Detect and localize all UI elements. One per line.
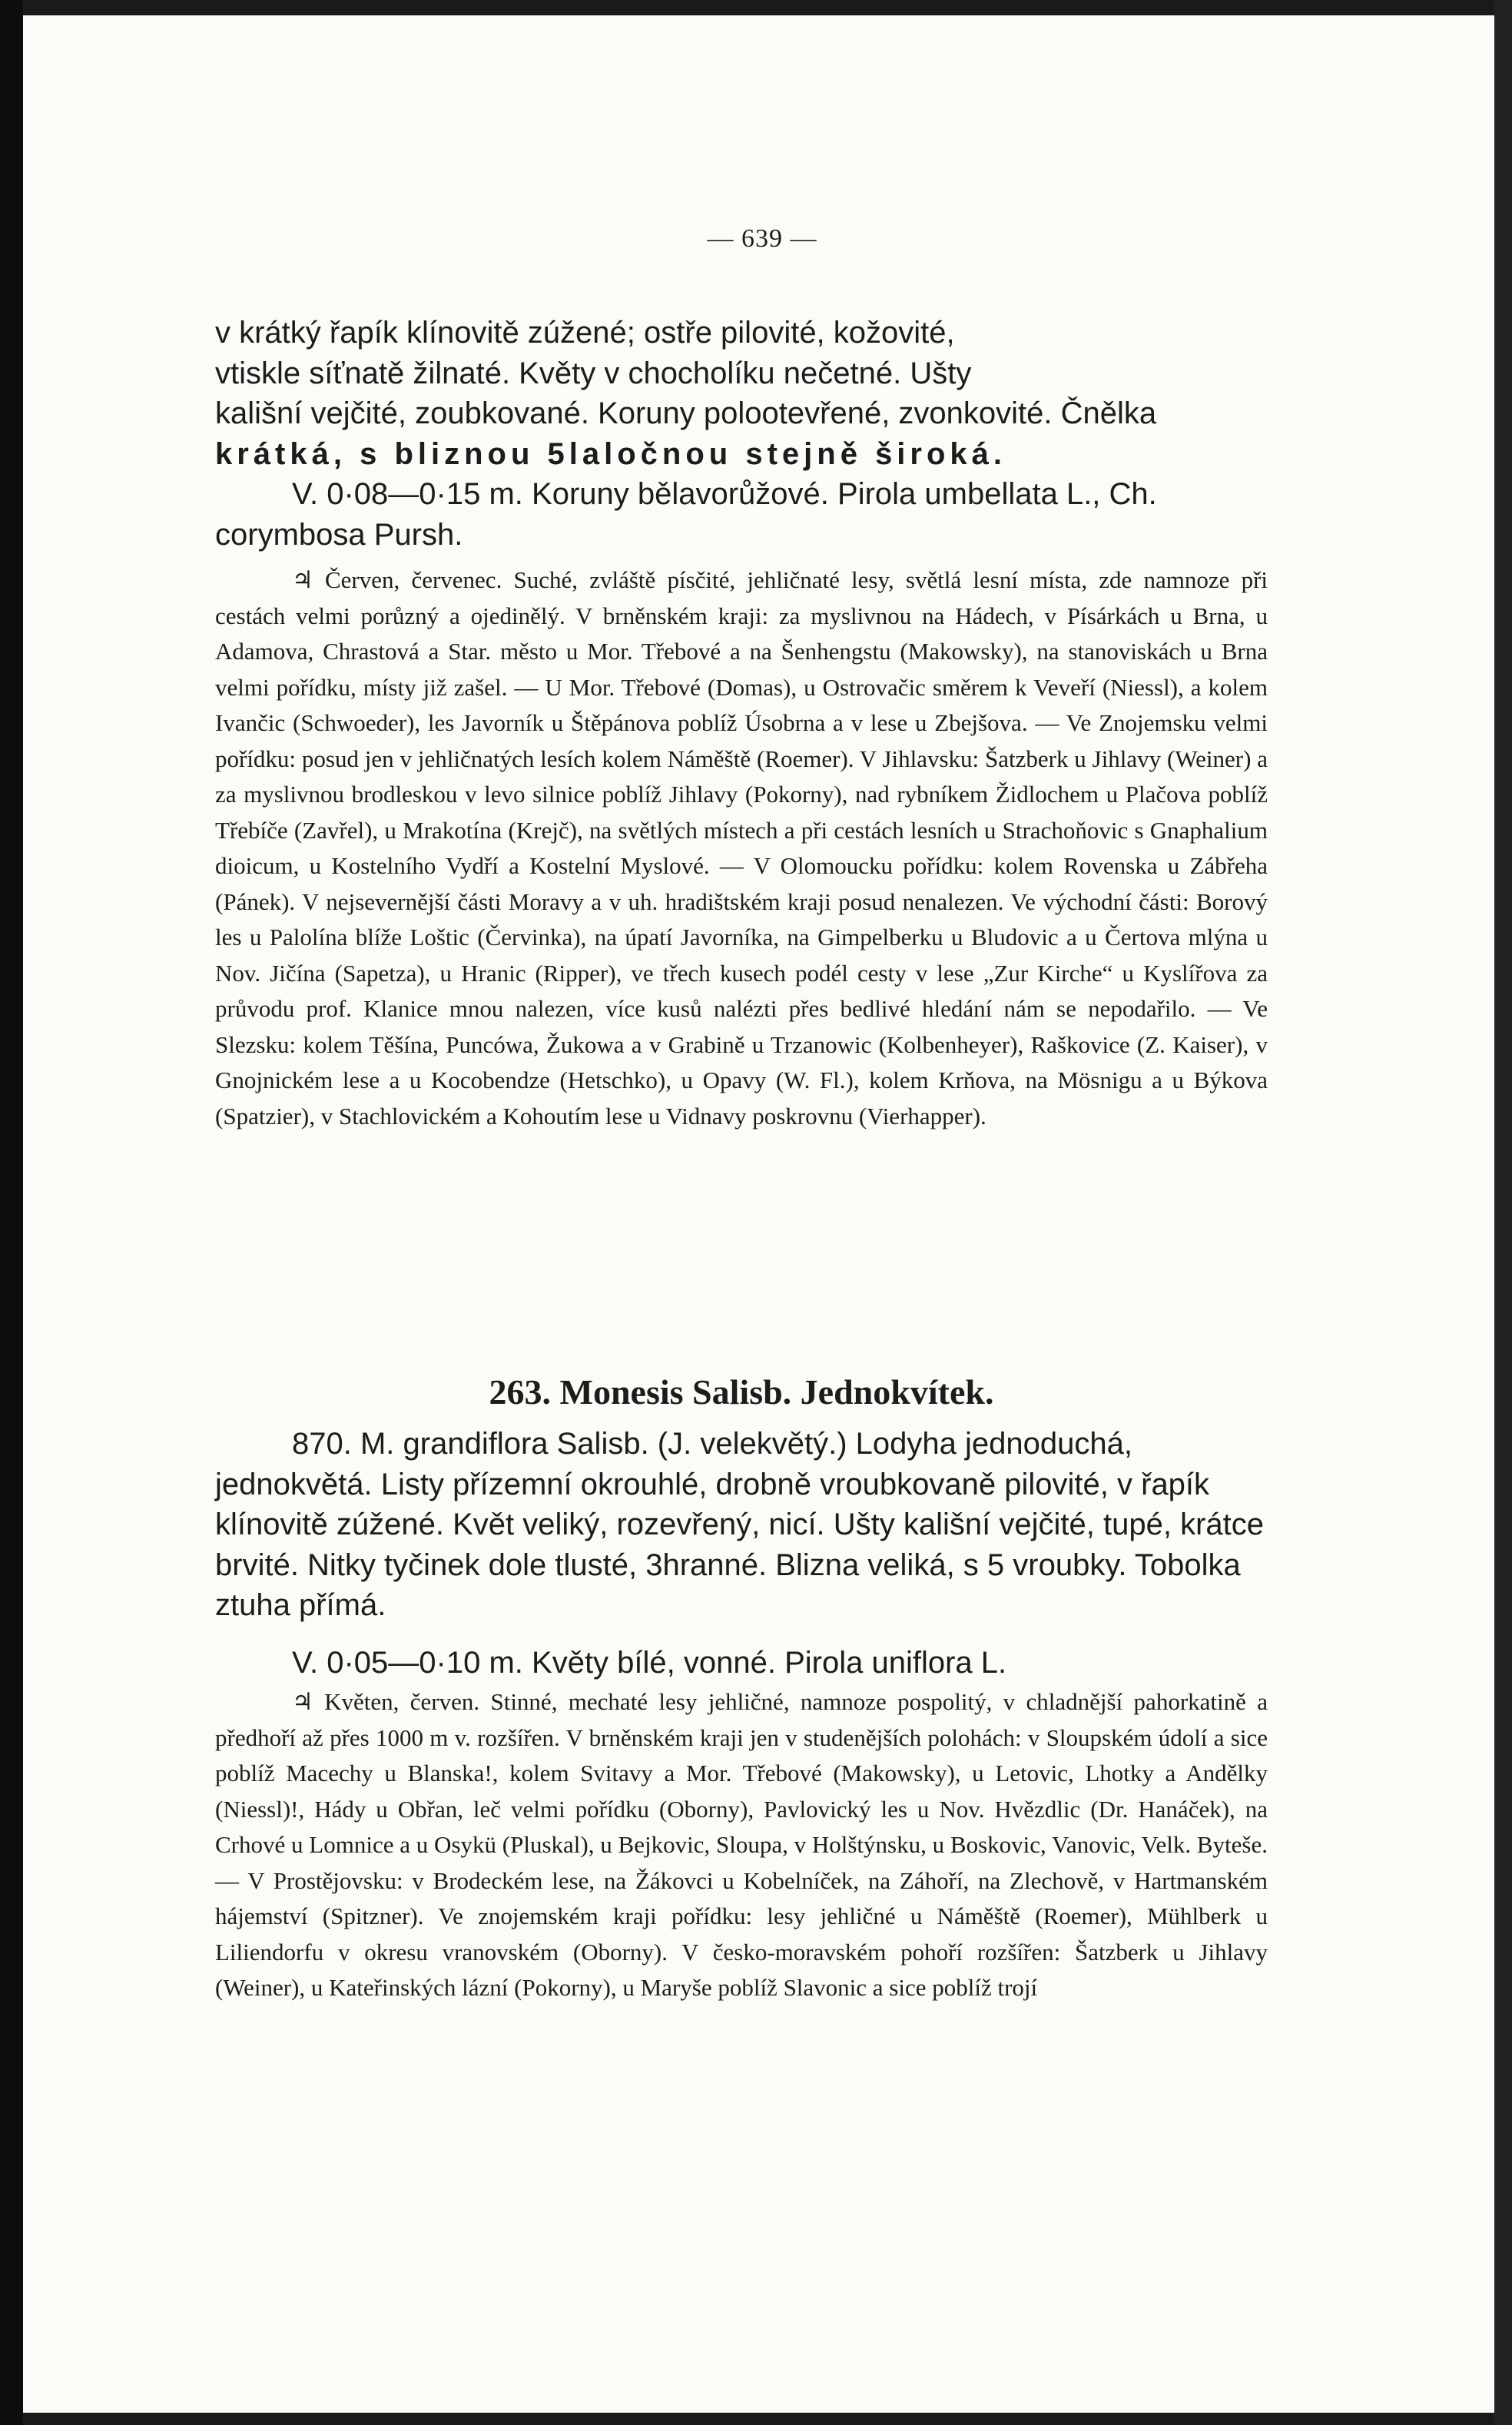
description-line: krátká, s bliznou 5laločnou stejně široká. [215,436,1007,471]
description-line: kališní vejčité, zoubkované. Koruny polootevřené, zvonkovité. Čnělka [215,396,1157,430]
distribution-paragraph: ♃ Červen, červenec. Suché, zvláště písčité, jehličnaté lesy, světlá lesní místa, zde namnoze při cestách velmi porůzný a ojedinělý. V brněnském kraji: za myslivnou na Hádech, v Písárkách u Brna, u Adamova, Chrastová a Star. město u Mor. Třebové a na Šenhengstu (Makowsky), na stanoviskách u Brna velmi pořídku, místy již zašel. — U Mor. Třebové (Domas), u Ostrovačic směrem k Veveří (Niessl), a kolem Ivančic (Schwoeder), les Javorník u Štěpánova poblíž Úsobrna a v lese u Zbejšova. — Ve Znojemsku velmi pořídku: posud jen v jehličnatých lesích kolem Náměště (Roemer). V Jihlavsku: Šatzberk u Jihlavy (Weiner) a za myslivnou brodleskou v levo silnice poblíž Jihlavy (Pokorny), nad rybníkem Židlochem u Plačova poblíž Třebíče (Zavřel), u Mrakotína (Krejč), na světlých místech a při cestách lesních u Strachoňovic s Gnaphalium dioicum, u Kostelního Vydří a Kostelní Myslové. — V Olomoucku pořídku: kolem Rovenska u Zábřeha (Pánek). V nejsevernější části Moravy a v uh. hradištském kraji posud nenalezen. Ve východní části: Borový les u Palolína blíže Loštic (Červinka), na úpatí Javorníka, na Gimpelberku u Bludovic a u Čertova mlýna u Nov. Jičína (Sapetza), u Hranic (Ripper), ve třech kusech podél cesty v lese „Zur Kirche“ u Kyslířova za průvodu prof. Klanice mnou nalezen, více kusů nalézti přes bedlivé hledání nám se nepodařilo. — Ve Slezsku: kolem Těšína, Puncówa, Žukowa a v Grabině u Trzanowic (Kolbenheyer), Raškovice (Z. Kaiser), v Gnojnickém lese a u Kocobendze (Hetschko), u Opavy (W. Fl.), kolem Krňova, na Mösnigu a u Býkova (Spatzier), v Stachlovickém a Kohoutím lese u Vidnavy poskrovnu (Vierhapper). [215,566,1268,1130]
description-line: V. 0·08—0·15 m. Koruny bělavorůžové. Pirola umbellata L., Ch. [292,477,1157,511]
book-page [23,15,1494,2413]
description-continued [215,313,1268,555]
species-distribution: ♃ Květen, červen. Stinné, mechaté lesy jehličné, namnoze pospolitý, v chladnější pahorkatině a předhoří až přes 1000 m v. rozšířen. V brněnském kraji jen v studenějších polohách: v Sloupském údolí a sice poblíž Macechy u Blanska!, kolem Svitavy a Mor. Třebové (Makowsky), u Letovic, Lhotky a Andělky (Niessl)!, Hády u Obřan, leč velmi pořídku (Oborny), Pavlovický les u Nov. Hvězdlic (Dr. Hanáček), na Crhové u Lomnice a u Osykü (Pluskal), u Bejkovic, Sloupa, v Holštýnsku, u Boskovic, Vanovic, Velk. Byteše. — V Prostějovsku: v Brodeckém lese, na Žákovci u Kobelníček, na Záhoří, na Zlechově, v Hartmanském hájemství (Spitzner). Ve znojemském kraji pořídku: lesy jehličné u Náměště (Roemer), Mühlberk u Liliendorfu v okresu vranovském (Oborny). V česko-moravském pohoří rozšířen: Šatzberk u Jihlavy (Weiner), u Kateřinských lázní (Pokorny), u Maryše poblíž Slavonic a sice poblíž trojí [215,1688,1268,2001]
description-line: v krátký řapík klínovitě zúžené; ostře pilovité, kožovité, [215,316,955,350]
species-description: 870. M. grandiflora Salisb. (J. velekvětý.) Lodyha jednoduchá, jednokvětá. Listy přízemní okrouhlé, drobně vroubkovaně pilovité, v řapík klínovitě zúžené. Květ veliký, rozevřený, nicí. Ušty kališní vejčité, tupé, krátce brvité. Nitky tyčinek dole tlusté, 3hranné. Blizna veliká, s 5 vroubky. Tobolka ztuha přímá. [215,1427,1264,1622]
scan-left-border [0,0,23,2425]
page-number: — 639 — [707,224,817,253]
description-line: vtiskle síťnatě žilnaté. Květy v chocholíku nečetné. Ušty [215,356,972,390]
description-line: corymbosa Pursh. [215,517,463,552]
scan-right-border [1494,0,1512,2425]
species-size: V. 0·05—0·10 m. Květy bílé, vonné. Pirola uniflora L. [292,1646,1007,1680]
genus-heading: 263. Monesis Salisb. Jednokvítek. [489,1372,994,1412]
